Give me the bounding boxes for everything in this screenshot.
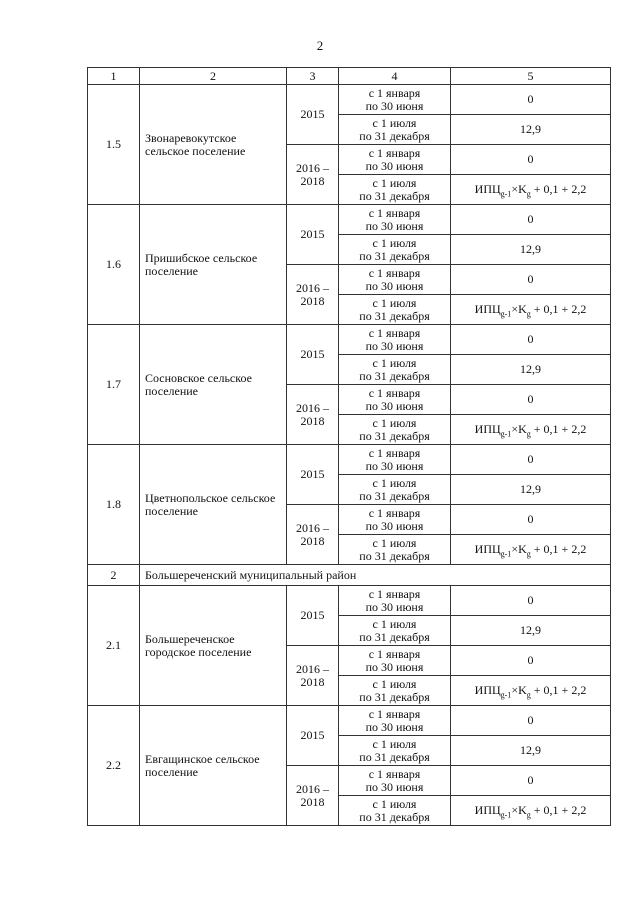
formula-subscript: g-1 xyxy=(500,810,512,820)
value-cell: 12,9 xyxy=(451,475,611,505)
period-end: по 30 июня xyxy=(365,458,424,473)
period-cell xyxy=(339,295,451,325)
period-start: с 1 января xyxy=(368,85,421,100)
period-cell xyxy=(339,736,451,766)
formula-suffix: + 0,1 + 2,2 xyxy=(530,182,587,196)
period-start: с 1 июля xyxy=(372,175,417,190)
period-cell xyxy=(339,355,451,385)
table-body xyxy=(88,68,611,826)
period-cell xyxy=(339,235,451,265)
year-cell: 2016 – 2018 xyxy=(287,646,339,706)
table-row xyxy=(88,706,611,736)
row-number: 1.5 xyxy=(88,85,140,205)
table-row xyxy=(88,205,611,235)
formula-prefix: ИПЦ xyxy=(474,542,501,556)
value-cell: 12,9 xyxy=(451,736,611,766)
year-cell: 2015 xyxy=(287,445,339,505)
period-end: по 31 декабря xyxy=(359,368,430,383)
section-row xyxy=(88,565,611,586)
formula-subscript: g xyxy=(526,549,531,559)
year-cell: 2015 xyxy=(287,586,339,646)
period-end: по 31 декабря xyxy=(359,428,430,443)
period-end: по 30 июня xyxy=(365,398,424,413)
formula-subscript: g xyxy=(526,309,531,319)
value-cell: 0 xyxy=(451,385,611,415)
year-cell: 2016 – 2018 xyxy=(287,265,339,325)
period-cell xyxy=(339,535,451,565)
year-cell: 2015 xyxy=(287,325,339,385)
header-cell: 1 xyxy=(88,68,140,85)
period-end: по 30 июня xyxy=(365,338,424,353)
formula-suffix: + 0,1 + 2,2 xyxy=(530,683,587,697)
period-end: по 30 июня xyxy=(365,158,424,173)
formula-subscript: g xyxy=(526,429,531,439)
period-start: с 1 января xyxy=(368,205,421,220)
year-cell: 2015 xyxy=(287,85,339,145)
period-start: с 1 июля xyxy=(372,415,417,430)
formula-subscript: g xyxy=(526,690,531,700)
formula-cell xyxy=(451,796,611,826)
period-cell xyxy=(339,586,451,616)
formula-multiplier: ×K xyxy=(511,542,527,556)
table-row xyxy=(88,85,611,115)
section-name: Большереченский муниципальный район xyxy=(140,565,611,586)
section-number: 2 xyxy=(88,565,140,586)
period-cell xyxy=(339,175,451,205)
period-end: по 30 июня xyxy=(365,218,424,233)
formula-subscript: g-1 xyxy=(500,309,512,319)
year-cell: 2016 – 2018 xyxy=(287,766,339,826)
value-cell: 0 xyxy=(451,205,611,235)
year-cell: 2016 – 2018 xyxy=(287,505,339,565)
formula-subscript: g-1 xyxy=(500,189,512,199)
formula-subscript: g-1 xyxy=(500,690,512,700)
period-start: с 1 января xyxy=(368,445,421,460)
period-start: с 1 января xyxy=(368,325,421,340)
period-cell xyxy=(339,115,451,145)
formula-cell xyxy=(451,535,611,565)
period-start: с 1 января xyxy=(368,265,421,280)
period-start: с 1 июля xyxy=(372,235,417,250)
period-cell xyxy=(339,265,451,295)
formula-prefix: ИПЦ xyxy=(474,422,501,436)
period-end: по 31 декабря xyxy=(359,749,430,764)
formula-suffix: + 0,1 + 2,2 xyxy=(530,803,587,817)
period-start: с 1 июля xyxy=(372,355,417,370)
period-cell xyxy=(339,385,451,415)
formula-suffix: + 0,1 + 2,2 xyxy=(530,542,587,556)
settlement-name: Евгащинское сельское поселение xyxy=(140,706,287,826)
formula-multiplier: ×K xyxy=(511,302,527,316)
formula-multiplier: ×K xyxy=(511,683,527,697)
period-cell xyxy=(339,145,451,175)
row-number: 2.1 xyxy=(88,586,140,706)
formula-cell xyxy=(451,295,611,325)
settlement-name: Звонаревокутское сельское поселение xyxy=(140,85,287,205)
value-cell: 0 xyxy=(451,265,611,295)
period-start: с 1 июля xyxy=(372,475,417,490)
period-start: с 1 июля xyxy=(372,115,417,130)
period-cell xyxy=(339,475,451,505)
period-cell xyxy=(339,796,451,826)
formula-prefix: ИПЦ xyxy=(474,182,501,196)
period-end: по 30 июня xyxy=(365,518,424,533)
formula-multiplier: ×K xyxy=(511,803,527,817)
value-cell: 0 xyxy=(451,586,611,616)
value-cell: 0 xyxy=(451,145,611,175)
value-cell: 12,9 xyxy=(451,616,611,646)
period-start: с 1 января xyxy=(368,145,421,160)
formula-subscript: g-1 xyxy=(500,429,512,439)
table-row xyxy=(88,586,611,616)
formula-prefix: ИПЦ xyxy=(474,302,501,316)
period-cell xyxy=(339,415,451,445)
period-end: по 30 июня xyxy=(365,719,424,734)
period-end: по 31 декабря xyxy=(359,548,430,563)
period-start: с 1 января xyxy=(368,505,421,520)
period-end: по 30 июня xyxy=(365,278,424,293)
formula-multiplier: ×K xyxy=(511,422,527,436)
value-cell: 12,9 xyxy=(451,115,611,145)
settlement-name: Большереченское городское поселение xyxy=(140,586,287,706)
table-row xyxy=(88,445,611,475)
formula-subscript: g xyxy=(526,189,531,199)
period-cell xyxy=(339,325,451,355)
formula-prefix: ИПЦ xyxy=(474,683,501,697)
period-start: с 1 июля xyxy=(372,535,417,550)
period-end: по 31 декабря xyxy=(359,689,430,704)
period-start: с 1 июля xyxy=(372,796,417,811)
settlement-name: Пришибское сельское поселение xyxy=(140,205,287,325)
value-cell: 0 xyxy=(451,706,611,736)
formula-cell xyxy=(451,415,611,445)
settlement-name: Цветнопольское сельское поселение xyxy=(140,445,287,565)
period-end: по 30 июня xyxy=(365,659,424,674)
period-end: по 30 июня xyxy=(365,98,424,113)
period-start: с 1 января xyxy=(368,586,421,601)
row-number: 1.6 xyxy=(88,205,140,325)
period-cell xyxy=(339,766,451,796)
row-number: 2.2 xyxy=(88,706,140,826)
formula-suffix: + 0,1 + 2,2 xyxy=(530,422,587,436)
period-cell xyxy=(339,505,451,535)
period-cell xyxy=(339,616,451,646)
period-start: с 1 июля xyxy=(372,736,417,751)
period-cell xyxy=(339,445,451,475)
value-cell: 12,9 xyxy=(451,235,611,265)
value-cell: 0 xyxy=(451,646,611,676)
period-start: с 1 июля xyxy=(372,676,417,691)
period-cell xyxy=(339,676,451,706)
row-number: 1.8 xyxy=(88,445,140,565)
value-cell: 0 xyxy=(451,445,611,475)
year-cell: 2016 – 2018 xyxy=(287,385,339,445)
page-number: 2 xyxy=(316,38,324,53)
period-cell xyxy=(339,706,451,736)
formula-prefix: ИПЦ xyxy=(474,803,501,817)
period-cell xyxy=(339,646,451,676)
period-end: по 31 декабря xyxy=(359,488,430,503)
period-start: с 1 января xyxy=(368,706,421,721)
formula-subscript: g-1 xyxy=(500,549,512,559)
period-start: с 1 января xyxy=(368,646,421,661)
value-cell: 0 xyxy=(451,505,611,535)
period-start: с 1 июля xyxy=(372,616,417,631)
header-cell: 2 xyxy=(140,68,287,85)
formula-suffix: + 0,1 + 2,2 xyxy=(530,302,587,316)
tariff-table xyxy=(87,67,611,826)
period-end: по 31 декабря xyxy=(359,629,430,644)
value-cell: 0 xyxy=(451,325,611,355)
period-end: по 30 июня xyxy=(365,599,424,614)
row-number: 1.7 xyxy=(88,325,140,445)
header-cell: 5 xyxy=(451,68,611,85)
period-cell xyxy=(339,85,451,115)
header-cell: 3 xyxy=(287,68,339,85)
period-end: по 31 декабря xyxy=(359,128,430,143)
formula-cell xyxy=(451,175,611,205)
formula-multiplier: ×K xyxy=(511,182,527,196)
period-end: по 31 декабря xyxy=(359,248,430,263)
year-cell: 2015 xyxy=(287,706,339,766)
period-end: по 31 декабря xyxy=(359,188,430,203)
year-cell: 2015 xyxy=(287,205,339,265)
formula-subscript: g xyxy=(526,810,531,820)
period-end: по 31 декабря xyxy=(359,809,430,824)
value-cell: 0 xyxy=(451,766,611,796)
value-cell: 0 xyxy=(451,85,611,115)
table-row xyxy=(88,325,611,355)
period-start: с 1 января xyxy=(368,766,421,781)
formula-cell xyxy=(451,676,611,706)
value-cell: 12,9 xyxy=(451,355,611,385)
period-cell xyxy=(339,205,451,235)
period-start: с 1 июля xyxy=(372,295,417,310)
settlement-name: Сосновское сельское поселение xyxy=(140,325,287,445)
period-start: с 1 января xyxy=(368,385,421,400)
year-cell: 2016 – 2018 xyxy=(287,145,339,205)
header-cell: 4 xyxy=(339,68,451,85)
period-end: по 30 июня xyxy=(365,779,424,794)
period-end: по 31 декабря xyxy=(359,308,430,323)
header-row xyxy=(88,68,611,85)
